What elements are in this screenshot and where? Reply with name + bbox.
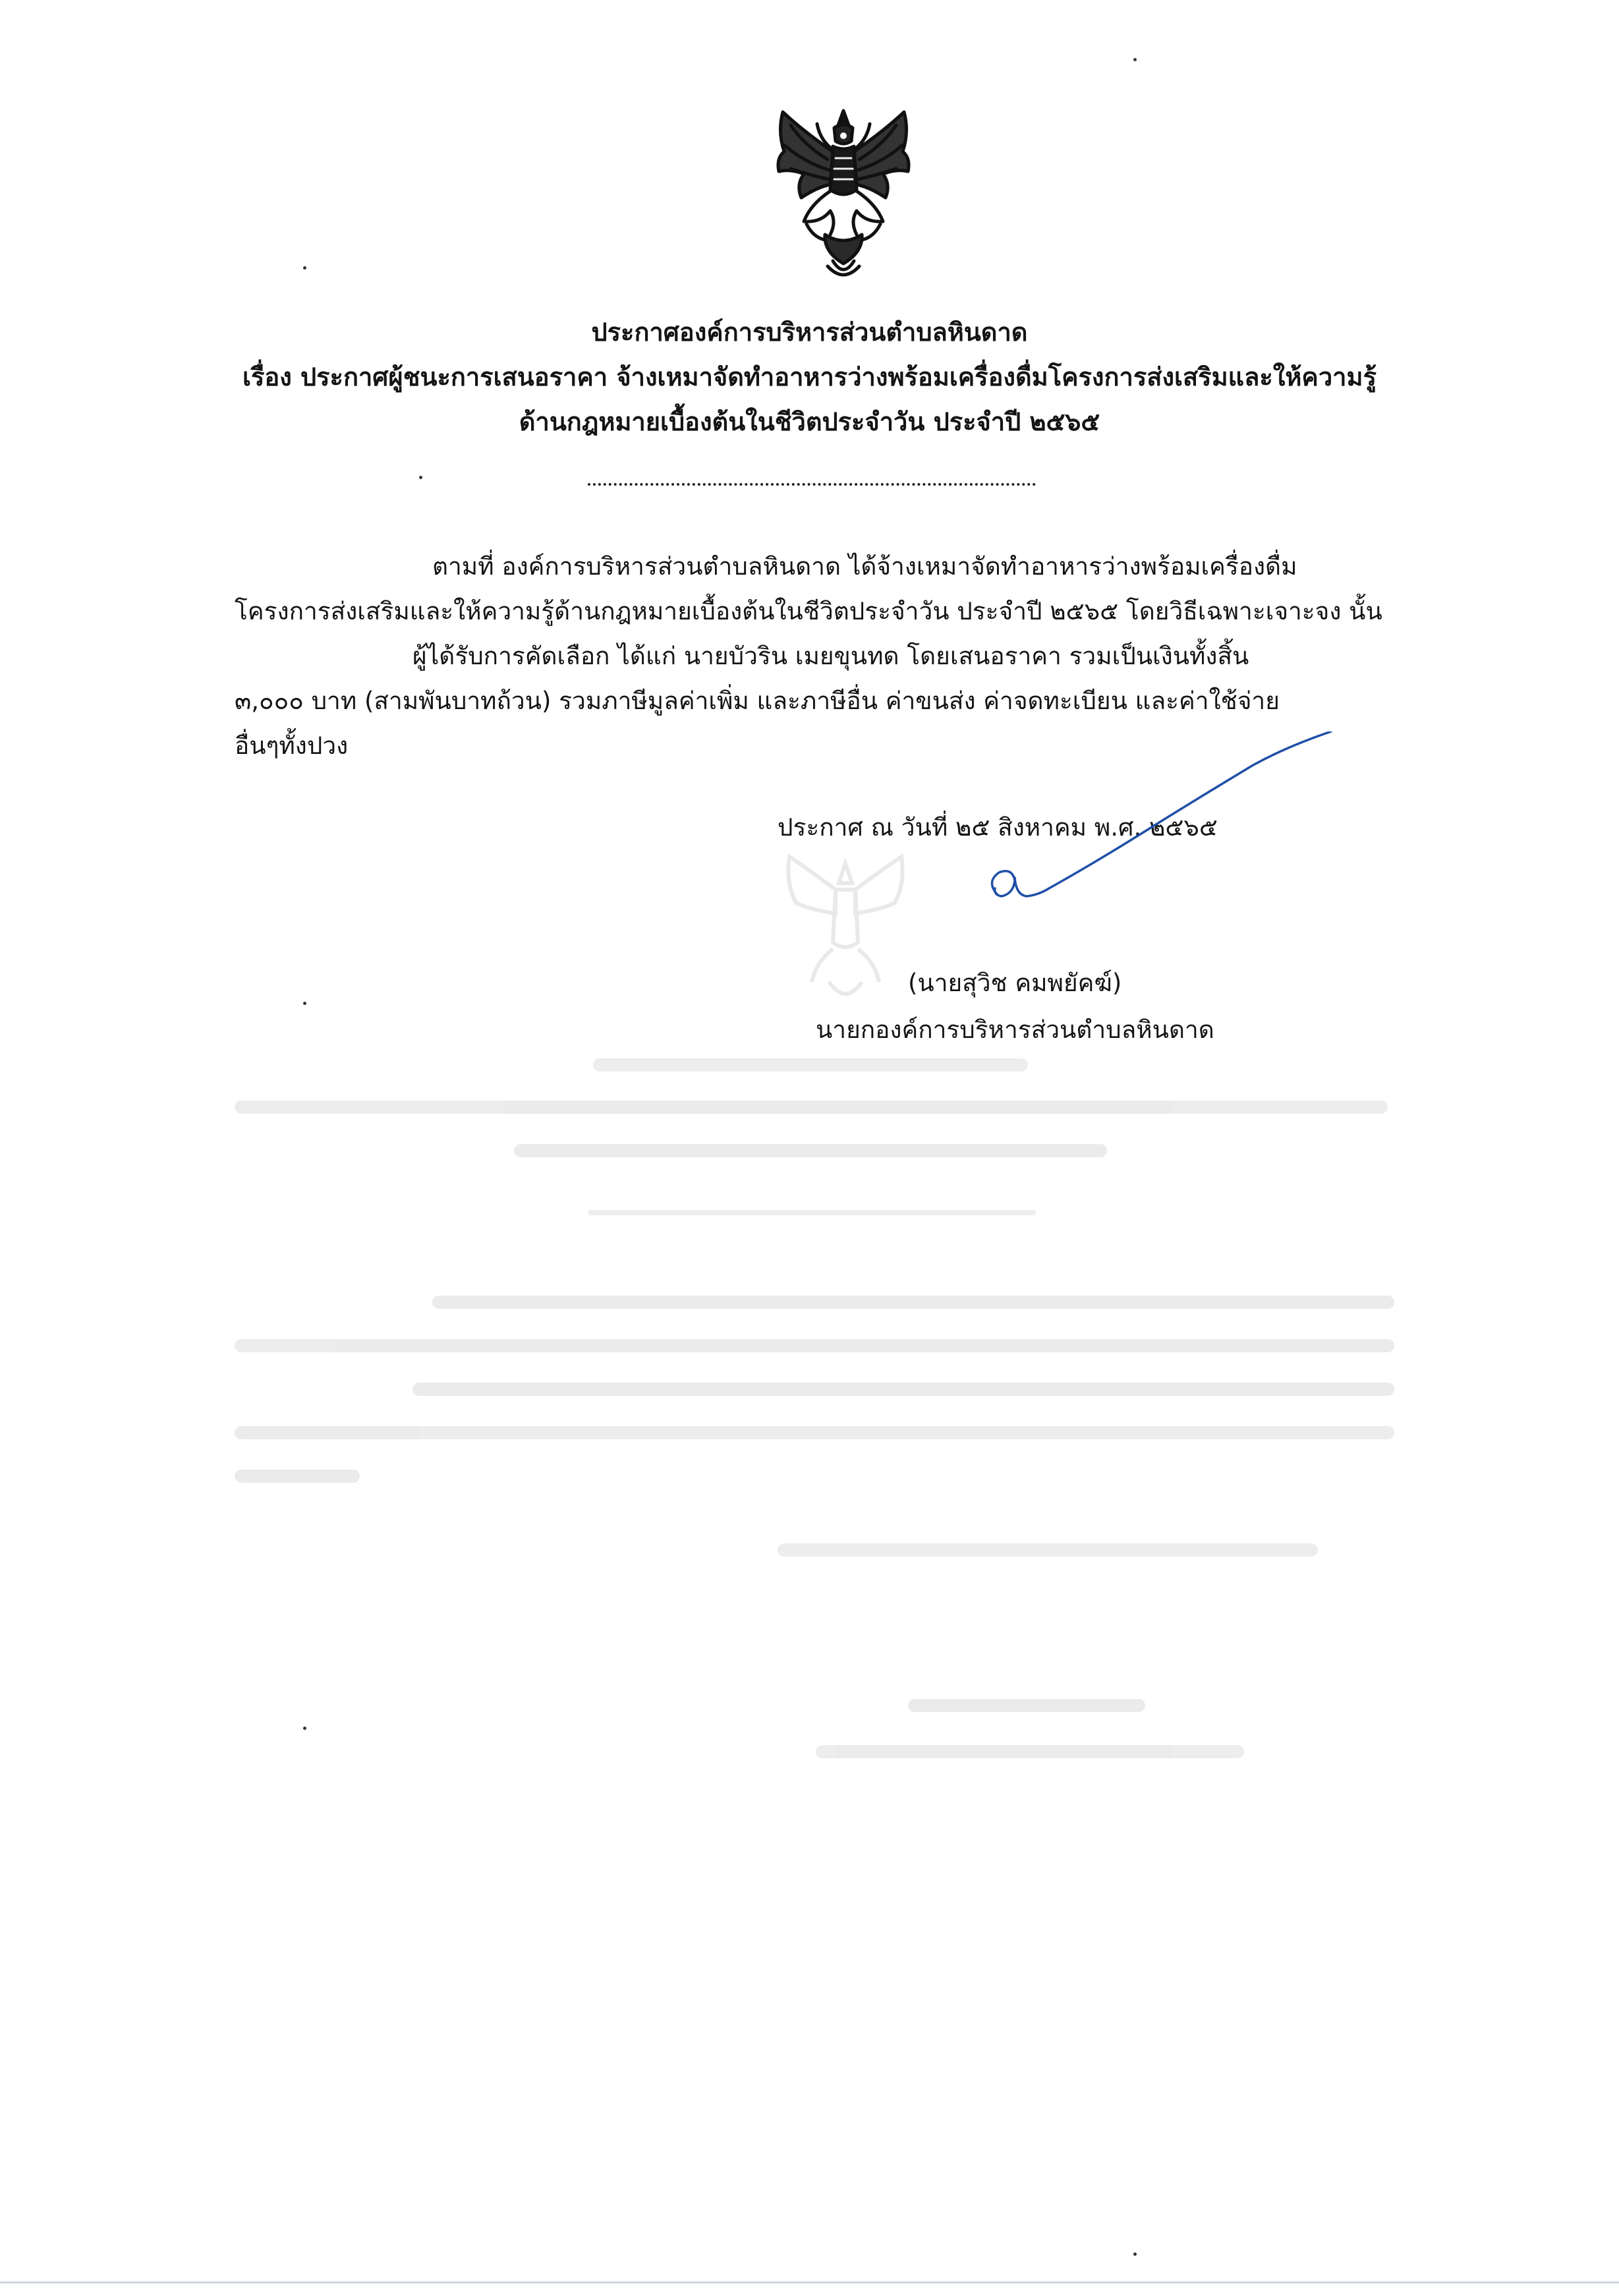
paragraph-2-line-1: ผู้ได้รับการคัดเลือก ได้แก่ นายบัวริน เมยขุนทด โดยเสนอราคา รวมเป็นเงินทั้งสิ้น: [412, 642, 1249, 670]
scan-speck: [303, 266, 306, 270]
garuda-emblem-icon: [764, 105, 923, 283]
garuda-seal-stamp-icon: [770, 850, 921, 1008]
announcement-title: ประกาศองค์การบริหารส่วนตำบลหินดาด: [591, 318, 1028, 347]
announcement-subject: เรื่อง ประกาศผู้ชนะการเสนอราคา จ้างเหมาจัดทำอาหารว่างพร้อมเครื่องดื่มโครงการส่งเสริมและให้ความรู้: [242, 362, 1377, 391]
signer-title: นายกองค์การบริหารส่วนตำบลหินดาด: [816, 1016, 1214, 1044]
handwritten-signature: [975, 732, 1344, 929]
paragraph-1-line-1: ตามที่ องค์การบริหารส่วนตำบลหินดาด ได้จ้างเหมาจัดทำอาหารว่างพร้อมเครื่องดื่ม: [432, 552, 1297, 581]
reverse-side-bleed-through: [0, 1035, 1619, 1793]
scan-speck: [303, 1727, 306, 1730]
scan-speck: [1133, 58, 1137, 61]
announcement-date: ประกาศ ณ วันที่ ๒๕ สิงหาคม พ.ศ. ๒๕๖๕: [778, 813, 1218, 842]
paragraph-2-line-2: ๓,๐๐๐ บาท (สามพันบาทถ้วน) รวมภาษีมูลค่าเพิ่ม และภาษีอื่น ค่าขนส่ง ค่าจดทะเบียน และค่าใช้จ่าย: [235, 687, 1280, 715]
paragraph-1-line-2: โครงการส่งเสริมและให้ความรู้ด้านกฎหมายเบื้องต้นในชีวิตประจำวัน ประจำปี ๒๕๖๕ โดยวิธีเฉพาะเจาะจง นั้น: [235, 597, 1382, 625]
signer-name: (นายสุวิช คมพยัคฆ์): [908, 969, 1122, 997]
scan-edge: [0, 2282, 1619, 2283]
scan-speck: [303, 1002, 306, 1005]
scan-speck: [1133, 2253, 1137, 2256]
scan-speck: [419, 476, 422, 479]
announcement-subject-cont: ด้านกฎหมายเบื้องต้นในชีวิตประจำวัน ประจำปี ๒๕๖๕: [519, 407, 1100, 436]
header-divider: [588, 483, 1036, 486]
paragraph-2-line-3: อื่นๆทั้งปวง: [235, 732, 349, 760]
announcement-header: [198, 310, 1421, 444]
